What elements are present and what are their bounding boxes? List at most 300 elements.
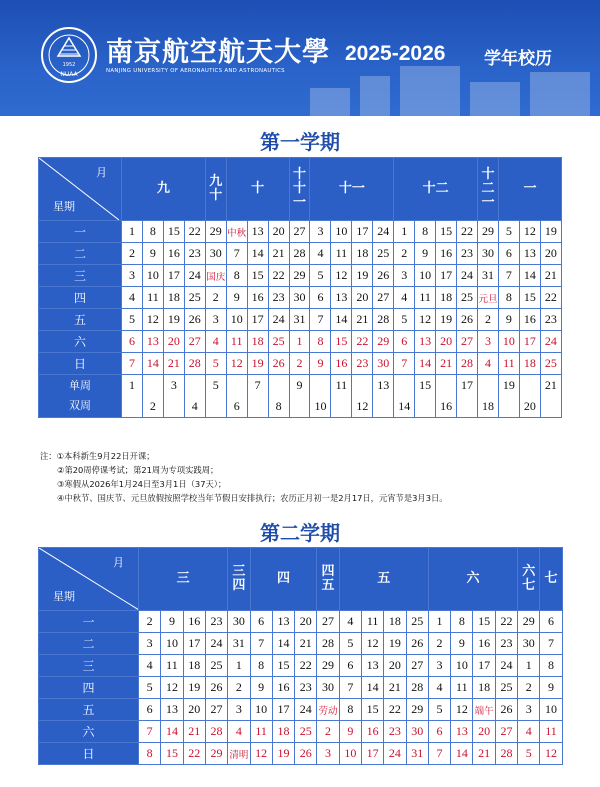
date-cell: 18 [163, 287, 184, 309]
weekday-row [39, 309, 562, 331]
date-cell: 25 [295, 721, 317, 743]
date-cell: 18 [183, 655, 205, 677]
date-cell: 7 [498, 265, 519, 287]
date-cell: 18 [384, 611, 406, 633]
date-cell: 23 [540, 309, 561, 331]
date-cell: 3 [478, 331, 499, 353]
date-cell: 29 [406, 699, 428, 721]
weekday-row [39, 743, 563, 765]
university-logo [40, 26, 98, 84]
date-cell: 25 [540, 353, 561, 375]
odd-week-number: 1 [128, 378, 135, 392]
date-cell: 23 [295, 677, 317, 699]
date-cell: 24 [268, 309, 289, 331]
date-cell: 1 [518, 655, 540, 677]
date-cell: 30 [205, 243, 226, 265]
date-cell: 16 [436, 243, 457, 265]
date-cell: 16 [272, 677, 294, 699]
date-cell: 17 [247, 309, 268, 331]
date-cell: 12 [331, 265, 352, 287]
even-week-number: 8 [275, 399, 282, 413]
date-cell: 28 [457, 353, 478, 375]
date-cell: 7 [122, 353, 143, 375]
date-cell: 19 [183, 677, 205, 699]
date-cell: 22 [384, 699, 406, 721]
date-cell: 15 [272, 655, 294, 677]
date-cell: 15 [519, 287, 540, 309]
date-cell: 26 [406, 633, 428, 655]
date-cell: 14 [142, 353, 163, 375]
month-header: 四 [250, 548, 317, 611]
even-week-number [331, 396, 351, 417]
week-number-cell [331, 375, 352, 418]
week-number-cell [247, 375, 268, 418]
date-cell: 19 [247, 353, 268, 375]
odd-week-number: 5 [212, 378, 219, 392]
odd-week-number: 17 [461, 378, 474, 392]
date-cell: 10 [226, 309, 247, 331]
date-cell: 21 [436, 353, 457, 375]
date-cell: 4 [339, 611, 361, 633]
date-cell: 24 [457, 265, 478, 287]
note-line: 注：①本科新生9月22日开课； [40, 451, 155, 461]
date-cell: 23 [268, 287, 289, 309]
date-cell: 10 [498, 331, 519, 353]
month-header: 一 [498, 158, 561, 221]
month-weekday-corner-header [39, 158, 122, 221]
holiday-cell: 端午 [473, 699, 495, 721]
date-cell: 19 [436, 309, 457, 331]
week-number-cell [415, 375, 436, 418]
date-cell: 24 [495, 655, 517, 677]
date-cell: 8 [498, 287, 519, 309]
date-cell: 15 [331, 331, 352, 353]
date-cell: 4 [228, 721, 250, 743]
weekday-row [39, 287, 562, 309]
date-cell: 9 [339, 721, 361, 743]
weekday-row [39, 633, 563, 655]
calendar-title: 学年校历 [484, 49, 552, 69]
date-cell: 29 [518, 611, 540, 633]
date-cell: 9 [161, 611, 183, 633]
weekday-row [39, 655, 563, 677]
date-cell: 13 [161, 699, 183, 721]
date-cell: 26 [184, 309, 205, 331]
date-cell: 7 [250, 633, 272, 655]
date-cell: 24 [384, 743, 406, 765]
even-week-number [499, 396, 519, 417]
date-cell: 29 [289, 265, 310, 287]
odd-week-number: 21 [544, 378, 557, 392]
date-cell: 13 [361, 655, 383, 677]
odd-week-number: 15 [419, 378, 432, 392]
semester-1-title: 第一学期 [260, 130, 340, 154]
date-cell: 19 [272, 743, 294, 765]
academic-year: 2025-2026 [345, 42, 446, 65]
date-cell: 9 [226, 287, 247, 309]
date-cell: 8 [226, 265, 247, 287]
even-week-number: 6 [233, 399, 240, 413]
date-cell: 3 [205, 309, 226, 331]
date-cell: 10 [451, 655, 473, 677]
date-cell: 17 [272, 699, 294, 721]
month-header: 九 十 [205, 158, 226, 221]
odd-week-number: 3 [170, 378, 177, 392]
date-cell: 3 [139, 633, 161, 655]
date-cell: 13 [247, 221, 268, 243]
date-cell: 16 [519, 309, 540, 331]
note-line: ②第20周停课考试；第21周为专项实践周； [57, 465, 219, 475]
date-cell: 23 [495, 633, 517, 655]
date-cell: 30 [406, 721, 428, 743]
date-cell: 31 [289, 309, 310, 331]
week-number-cell [163, 375, 184, 418]
date-cell: 21 [268, 243, 289, 265]
date-cell: 14 [519, 265, 540, 287]
weekday-label: 日 [39, 743, 139, 765]
date-cell: 7 [394, 353, 415, 375]
date-cell: 14 [361, 677, 383, 699]
even-week-number: 12 [356, 399, 369, 413]
notes-section [40, 449, 595, 505]
even-week-label: 双周 [69, 399, 91, 412]
date-cell: 6 [428, 721, 450, 743]
even-week-number [457, 396, 477, 417]
date-cell: 3 [310, 221, 331, 243]
date-cell: 16 [361, 721, 383, 743]
date-cell: 21 [473, 743, 495, 765]
even-week-number [122, 396, 142, 417]
week-number-cell [519, 375, 540, 418]
date-cell: 29 [373, 331, 394, 353]
date-cell: 1 [228, 655, 250, 677]
date-cell: 31 [478, 265, 499, 287]
date-cell: 22 [268, 265, 289, 287]
date-cell: 2 [122, 243, 143, 265]
date-cell: 14 [161, 721, 183, 743]
month-header: 六 七 [518, 548, 540, 611]
date-cell: 26 [295, 743, 317, 765]
month-header: 十 十一 [289, 158, 310, 221]
date-cell: 31 [228, 633, 250, 655]
date-cell: 13 [451, 721, 473, 743]
week-number-cell [540, 375, 561, 418]
even-week-number [248, 396, 268, 417]
date-cell: 14 [451, 743, 473, 765]
weekday-label: 五 [39, 699, 139, 721]
odd-week-number [185, 375, 205, 396]
date-cell: 30 [518, 633, 540, 655]
date-cell: 25 [406, 611, 428, 633]
date-cell: 11 [331, 243, 352, 265]
date-cell: 27 [406, 655, 428, 677]
date-cell: 24 [205, 633, 227, 655]
date-cell: 12 [250, 743, 272, 765]
note-line: ④中秋节、国庆节、元旦放假按照学校当年节假日安排执行；农历正月初一是2月17日，元宵节是3月3日。 [57, 493, 448, 503]
odd-week-number [143, 375, 163, 396]
date-cell: 17 [183, 633, 205, 655]
date-cell: 1 [289, 331, 310, 353]
date-cell: 9 [142, 243, 163, 265]
date-cell: 27 [457, 331, 478, 353]
date-cell: 6 [540, 611, 562, 633]
even-week-number: 10 [314, 399, 327, 413]
even-week-number: 14 [398, 399, 411, 413]
date-cell: 12 [451, 699, 473, 721]
date-cell: 4 [394, 287, 415, 309]
date-cell: 29 [205, 221, 226, 243]
date-cell: 21 [183, 721, 205, 743]
date-cell: 11 [540, 721, 562, 743]
date-cell: 3 [428, 655, 450, 677]
date-cell: 29 [205, 743, 227, 765]
date-cell: 1 [394, 221, 415, 243]
date-cell: 29 [478, 221, 499, 243]
odd-week-number [269, 375, 289, 396]
weekday-label: 四 [39, 677, 139, 699]
date-cell: 3 [518, 699, 540, 721]
month-weekday-corner-header [39, 548, 139, 611]
date-cell: 10 [250, 699, 272, 721]
date-cell: 15 [361, 699, 383, 721]
odd-week-number: 7 [254, 378, 261, 392]
date-cell: 23 [205, 611, 227, 633]
weekday-row [39, 699, 563, 721]
date-cell: 19 [163, 309, 184, 331]
date-cell: 2 [139, 611, 161, 633]
date-cell: 11 [361, 611, 383, 633]
date-cell: 30 [373, 353, 394, 375]
weekday-label: 一 [39, 221, 122, 243]
date-cell: 11 [226, 331, 247, 353]
even-week-number [206, 396, 226, 417]
date-cell: 30 [289, 287, 310, 309]
date-cell: 30 [317, 677, 339, 699]
date-cell: 20 [540, 243, 561, 265]
month-header: 十二 一 [478, 158, 499, 221]
holiday-cell: 中秋 [226, 221, 247, 243]
date-cell: 18 [473, 677, 495, 699]
date-cell: 10 [540, 699, 562, 721]
date-cell: 18 [272, 721, 294, 743]
weekday-label: 三 [39, 655, 139, 677]
date-cell: 23 [352, 353, 373, 375]
date-cell: 6 [498, 243, 519, 265]
logo-year: 1952 [62, 62, 76, 68]
even-week-number [415, 396, 435, 417]
odd-week-number: 13 [377, 378, 390, 392]
month-header: 十一 [310, 158, 394, 221]
date-cell: 20 [183, 699, 205, 721]
date-cell: 8 [540, 655, 562, 677]
date-cell: 3 [317, 743, 339, 765]
week-number-cell [184, 375, 205, 418]
date-cell: 1 [428, 611, 450, 633]
date-cell: 12 [519, 221, 540, 243]
date-cell: 17 [352, 221, 373, 243]
date-cell: 17 [361, 743, 383, 765]
date-cell: 13 [519, 243, 540, 265]
date-cell: 13 [142, 331, 163, 353]
date-cell: 7 [310, 309, 331, 331]
date-cell: 20 [352, 287, 373, 309]
date-cell: 26 [457, 309, 478, 331]
date-cell: 14 [272, 633, 294, 655]
date-cell: 2 [518, 677, 540, 699]
even-week-number [541, 396, 561, 417]
date-cell: 17 [436, 265, 457, 287]
date-cell: 3 [122, 265, 143, 287]
date-cell: 15 [473, 611, 495, 633]
even-week-number: 2 [149, 399, 156, 413]
date-cell: 13 [331, 287, 352, 309]
week-number-cell [394, 375, 415, 418]
date-cell: 8 [451, 611, 473, 633]
date-cell: 4 [139, 655, 161, 677]
date-cell: 7 [226, 243, 247, 265]
date-cell: 12 [226, 353, 247, 375]
date-cell: 23 [184, 243, 205, 265]
weekday-label: 四 [39, 287, 122, 309]
date-cell: 11 [250, 721, 272, 743]
date-cell: 3 [228, 699, 250, 721]
date-cell: 2 [205, 287, 226, 309]
date-cell: 5 [205, 353, 226, 375]
date-cell: 4 [478, 353, 499, 375]
odd-week-number [227, 375, 247, 396]
date-cell: 30 [478, 243, 499, 265]
week-number-cell [352, 375, 373, 418]
date-cell: 25 [184, 287, 205, 309]
date-cell: 27 [373, 287, 394, 309]
date-cell: 12 [415, 309, 436, 331]
even-week-number [164, 396, 184, 417]
date-cell: 5 [498, 221, 519, 243]
date-cell: 16 [163, 243, 184, 265]
date-cell: 13 [272, 611, 294, 633]
date-cell: 14 [331, 309, 352, 331]
date-cell: 28 [317, 633, 339, 655]
date-cell: 7 [139, 721, 161, 743]
date-cell: 12 [161, 677, 183, 699]
date-cell: 12 [361, 633, 383, 655]
date-cell: 6 [394, 331, 415, 353]
week-parity-label [39, 375, 122, 418]
corner-month-label: 月 [96, 166, 108, 179]
even-week-number: 4 [191, 399, 198, 413]
date-cell: 2 [428, 633, 450, 655]
date-cell: 7 [339, 677, 361, 699]
date-cell: 5 [122, 309, 143, 331]
date-cell: 26 [373, 265, 394, 287]
date-cell: 7 [428, 743, 450, 765]
date-cell: 2 [478, 309, 499, 331]
holiday-cell: 清明 [228, 743, 250, 765]
date-cell: 20 [436, 331, 457, 353]
date-cell: 6 [339, 655, 361, 677]
semester-2-calendar [38, 547, 563, 765]
date-cell: 2 [228, 677, 250, 699]
date-cell: 25 [457, 287, 478, 309]
date-cell: 22 [540, 287, 561, 309]
header-banner [0, 0, 600, 116]
date-cell: 21 [384, 677, 406, 699]
odd-week-number: 9 [296, 378, 303, 392]
odd-week-number [478, 375, 498, 396]
date-cell: 14 [415, 353, 436, 375]
date-cell: 28 [289, 243, 310, 265]
date-cell: 9 [540, 677, 562, 699]
date-cell: 11 [161, 655, 183, 677]
date-cell: 8 [339, 699, 361, 721]
date-cell: 10 [142, 265, 163, 287]
week-number-cell [289, 375, 310, 418]
date-cell: 26 [205, 677, 227, 699]
date-cell: 11 [415, 287, 436, 309]
date-cell: 19 [384, 633, 406, 655]
date-cell: 28 [184, 353, 205, 375]
even-week-number: 18 [481, 399, 494, 413]
semester-1-calendar [38, 157, 562, 418]
date-cell: 15 [163, 221, 184, 243]
weekday-label: 五 [39, 309, 122, 331]
date-cell: 21 [540, 265, 561, 287]
date-cell: 4 [310, 243, 331, 265]
weekday-row [39, 331, 562, 353]
date-cell: 6 [122, 331, 143, 353]
date-cell: 17 [163, 265, 184, 287]
date-cell: 25 [495, 677, 517, 699]
date-cell: 6 [139, 699, 161, 721]
month-header: 三 四 [228, 548, 250, 611]
date-cell: 8 [310, 331, 331, 353]
date-cell: 11 [451, 677, 473, 699]
date-cell: 26 [495, 699, 517, 721]
date-cell: 22 [295, 655, 317, 677]
date-cell: 5 [339, 633, 361, 655]
date-cell: 18 [436, 287, 457, 309]
week-number-cell [310, 375, 331, 418]
university-name-en: NANJING UNIVERSITY OF AERONAUTICS AND ASTRONAUTICS [106, 68, 285, 74]
date-cell: 11 [142, 287, 163, 309]
date-cell: 13 [415, 331, 436, 353]
date-cell: 24 [184, 265, 205, 287]
odd-week-number: 11 [335, 378, 348, 392]
date-cell: 4 [122, 287, 143, 309]
note-line: ③寒假从2026年1月24日至3月1日（37天）； [57, 479, 227, 489]
date-cell: 20 [268, 221, 289, 243]
weekday-label: 日 [39, 353, 122, 375]
date-cell: 10 [331, 221, 352, 243]
week-number-cell [226, 375, 247, 418]
date-cell: 4 [428, 677, 450, 699]
date-cell: 20 [163, 331, 184, 353]
date-cell: 6 [250, 611, 272, 633]
date-cell: 28 [495, 743, 517, 765]
date-cell: 28 [205, 721, 227, 743]
date-cell: 27 [317, 611, 339, 633]
date-cell: 28 [406, 677, 428, 699]
date-cell: 18 [247, 331, 268, 353]
date-cell: 8 [250, 655, 272, 677]
week-number-row [39, 375, 562, 418]
date-cell: 7 [540, 633, 562, 655]
corner-weekday-label: 星期 [53, 590, 75, 603]
date-cell: 19 [540, 221, 561, 243]
date-cell: 24 [373, 221, 394, 243]
date-cell: 25 [373, 243, 394, 265]
date-cell: 16 [247, 287, 268, 309]
